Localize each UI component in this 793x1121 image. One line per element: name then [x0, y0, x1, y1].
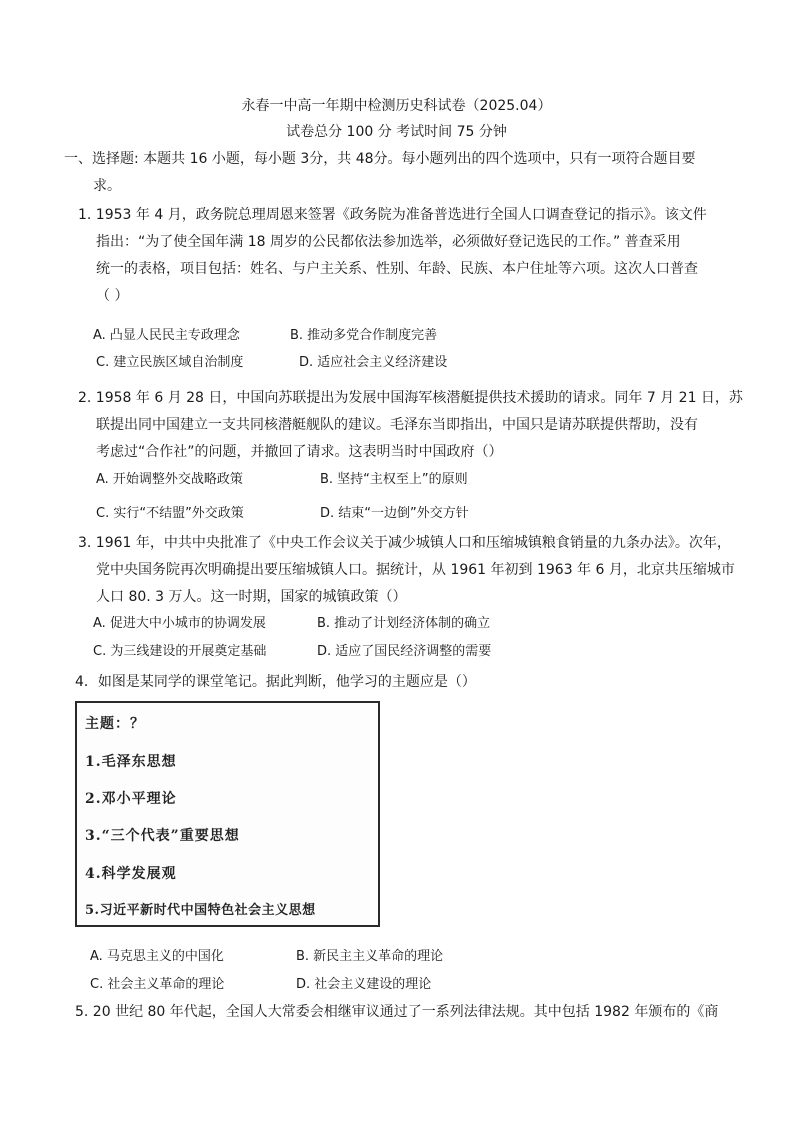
question-1-option-b[interactable]: B. 推动多党合作制度完善 — [290, 328, 438, 343]
question-5-line-1: 5. 20 世纪 80 年代起，全国人大常委会相继审议通过了一系列法律法规。其中包括 1982 年颁布的《商 — [75, 1004, 719, 1020]
question-2-line-2: 联提出同中国建立一支共同核潜艇舰队的建议。毛泽东当即指出，中国只是请苏联提供帮助，没有 — [96, 417, 698, 433]
section-instruction-cont: 求。 — [93, 178, 121, 194]
question-3-option-a[interactable]: A. 促进大中小城市的协调发展 — [93, 616, 266, 631]
exam-title: 永春一中高一年期中检测历史科试卷（2025.04） — [241, 98, 552, 114]
question-1-option-d[interactable]: D. 适应社会主义经济建设 — [299, 355, 448, 370]
question-3-option-b[interactable]: B. 推动了计划经济体制的确立 — [317, 616, 491, 631]
question-4-line-1: 4．如图是某同学的课堂笔记。据此判断，他学习的主题应是（） — [75, 674, 476, 690]
notes-topic: 主题：？ — [85, 716, 145, 732]
question-2-line-1: 2. 1958 年 6 月 28 日，中国向苏联提出为发展中国海军核潜艇提供技术援助的请求。同年 7 月 21 日，苏 — [78, 390, 743, 406]
question-2-line-3: 考虑过“合作社”的问题，并撤回了请求。这表明当时中国政府（） — [96, 444, 503, 460]
notes-item-3: 3.“三个代表”重要思想 — [85, 828, 240, 844]
question-1-option-a[interactable]: A. 凸显人民民主专政理念 — [93, 328, 240, 343]
question-3-line-1: 3. 1961 年，中共中央批准了《中央工作会议关于减少城镇人口和压缩城镇粮食销量的九条办法》。次年， — [78, 535, 731, 551]
question-2-option-d[interactable]: D. 结束“一边倒”外交方针 — [320, 506, 469, 521]
question-2-option-b[interactable]: B. 坚持“主权至上”的原则 — [320, 472, 468, 487]
question-3-line-2: 党中央国务院再次明确提出要压缩城镇人口。据统计，从 1961 年初到 1963 年 6 月，北京共压缩城市 — [96, 562, 735, 578]
notes-item-2: 2.邓小平理论 — [85, 791, 177, 807]
question-2-option-c[interactable]: C. 实行“不结盟”外交政策 — [96, 506, 244, 521]
question-3-line-3: 人口 80. 3 万人。这一时期，国家的城镇政策（） — [96, 589, 407, 605]
question-4-option-a[interactable]: A. 马克思主义的中国化 — [90, 949, 224, 964]
question-1-line-1: 1. 1953 年 4 月，政务院总理周恩来签署《政务院为准备普选进行全国人口调查登记的指示》。该文件 — [78, 207, 707, 223]
question-1-line-2: 指出：“为了使全国年满 18 周岁的公民都依法参加选举，必须做好登记选民的工作。” 普查采用 — [96, 234, 681, 250]
exam-subtitle: 试卷总分 100 分 考试时间 75 分钟 — [286, 124, 507, 140]
question-2-option-a[interactable]: A. 开始调整外交战略政策 — [96, 472, 243, 487]
question-4-option-b[interactable]: B. 新民主主义革命的理论 — [296, 949, 444, 964]
question-1-line-3: 统一的表格，项目包括：姓名、与户主关系、性别、年龄、民族、本户住址等六项。这次人口普查 — [96, 261, 698, 277]
question-1-option-c[interactable]: C. 建立民族区域自治制度 — [96, 355, 244, 370]
notes-item-5: 5.习近平新时代中国特色社会主义思想 — [85, 903, 316, 918]
question-1-line-4: （ ） — [96, 288, 129, 304]
notes-item-4: 4.科学发展观 — [85, 866, 177, 882]
section-instruction: 一、选择题: 本题共 16 小题，每小题 3分，共 48分。每小题列出的四个选项中，只有一项符合题目要 — [64, 151, 696, 167]
question-4-option-d[interactable]: D. 社会主义建设的理论 — [296, 977, 432, 992]
classroom-notes-image — [75, 701, 380, 927]
notes-item-1: 1.毛泽东思想 — [85, 754, 177, 770]
question-3-option-c[interactable]: C. 为三线建设的开展奠定基础 — [93, 644, 267, 659]
question-3-option-d[interactable]: D. 适应了国民经济调整的需要 — [317, 644, 492, 659]
question-4-option-c[interactable]: C. 社会主义革命的理论 — [90, 977, 225, 992]
